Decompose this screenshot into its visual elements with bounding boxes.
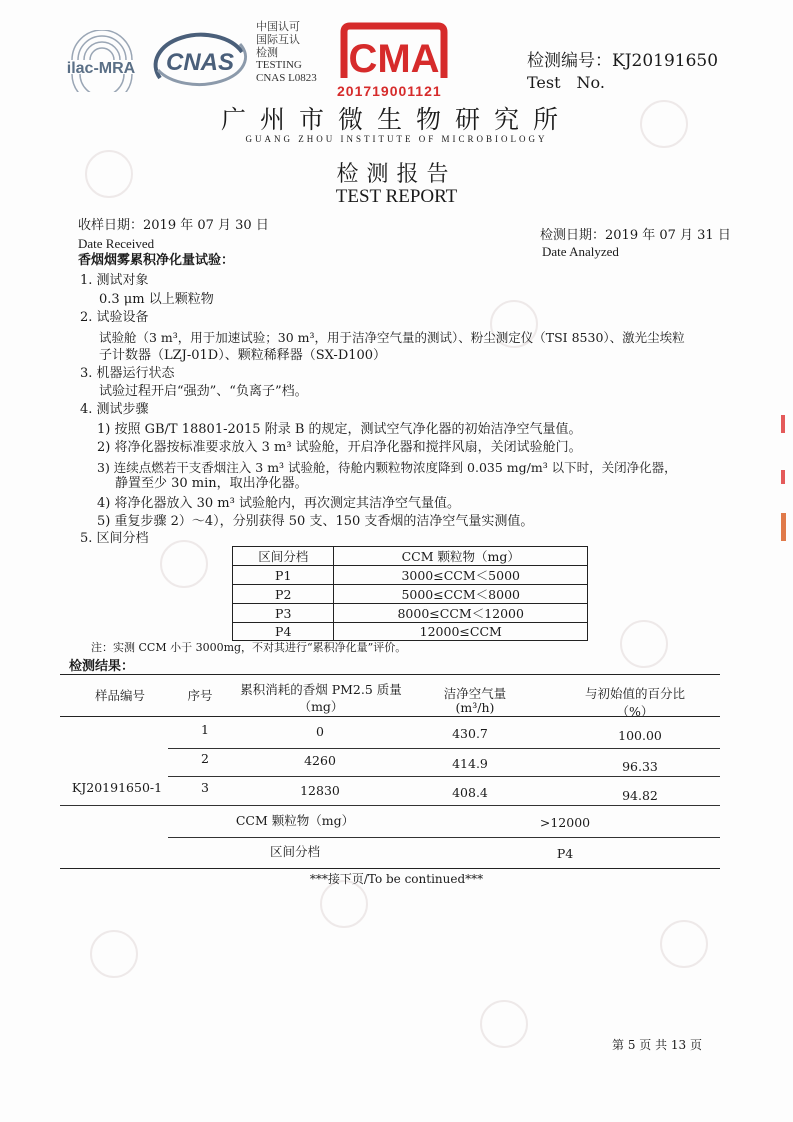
- cma-number: 201719001121: [337, 83, 442, 99]
- institute-name-en: GUANG ZHOU INSTITUTE OF MICROBIOLOGY: [245, 134, 548, 144]
- svg-text:CNAS: CNAS: [165, 49, 235, 76]
- table-cell: P4: [233, 623, 334, 641]
- table-cell: P1: [233, 566, 334, 585]
- cnas-cn-line: 检测: [256, 46, 278, 59]
- continued-note: ***接下页/To be continued***: [309, 872, 484, 886]
- cma-logo: [338, 22, 450, 84]
- edge-stamp-mark: [781, 470, 785, 484]
- step: 静置至少 30 min，取出净化器。: [115, 476, 308, 491]
- watermark-seal: [480, 1000, 528, 1048]
- table-rule: [168, 776, 720, 777]
- cnas-cn-line: 国际互认: [256, 33, 300, 46]
- row-cadr: 408.4: [452, 785, 488, 800]
- watermark-seal: [90, 930, 138, 978]
- watermark-seal: [160, 540, 208, 588]
- item-heading: 4. 测试步骤: [80, 402, 149, 417]
- edge-stamp-mark: [781, 513, 786, 541]
- col-header-pm: 累积消耗的香烟 PM2.5 质量: [240, 682, 402, 697]
- interval-table: [232, 546, 588, 641]
- analyzed-date-en: Date Analyzed: [542, 244, 619, 259]
- table-row: [233, 566, 588, 585]
- table-rule: [168, 837, 720, 838]
- table-cell: P2: [233, 585, 334, 604]
- sample-id: KJ20191650-1: [71, 780, 163, 795]
- item-heading: 2. 试验设备: [80, 310, 149, 325]
- table-rule: [60, 805, 720, 806]
- ccm-value: >12000: [539, 815, 591, 830]
- row-pm: 0: [316, 724, 324, 739]
- col-header-seq: 序号: [187, 688, 213, 703]
- watermark-seal: [620, 620, 668, 668]
- row-seq: 3: [201, 780, 209, 795]
- report-title: 检测报告: [336, 162, 457, 187]
- page-number: 第 5 页 共 13 页: [612, 1038, 702, 1052]
- received-date: 收样日期：2019 年 07 月 30 日: [78, 218, 269, 233]
- row-cadr: 430.7: [452, 726, 488, 741]
- col-header-cadr-unit: (m³/h): [455, 700, 495, 715]
- edge-stamp-mark: [781, 415, 785, 433]
- table-row: [233, 585, 588, 604]
- item-heading: 5. 区间分档: [80, 531, 149, 546]
- step: 3) 连续点燃若干支香烟注入 3 m³ 试验舱，待舱内颗粒物浓度降到 0.035 mg/m³ 以下时，关闭净化器，: [97, 460, 677, 475]
- step: 2) 将净化器按标准要求放入 3 m³ 试验舱，开启净化器和搅拌风扇，关闭试验舱门。: [97, 440, 582, 455]
- item-body: 0.3 μm 以上颗粒物: [99, 292, 214, 307]
- item-heading: 1. 测试对象: [80, 273, 149, 288]
- table-cell: 8000≤CCM＜12000: [334, 604, 588, 623]
- col-header-pct-unit: （%）: [616, 704, 654, 719]
- table-row: [233, 623, 588, 641]
- row-seq: 1: [201, 722, 209, 737]
- step: 5) 重复步骤 2）～4），分别获得 50 支、150 支香烟的洁净空气量实测值。: [97, 514, 534, 529]
- ccm-label: CCM 颗粒物（mg）: [235, 813, 355, 828]
- ilac-mra-logo: [52, 30, 150, 92]
- table-cell: P3: [233, 604, 334, 623]
- item-body: 试验舱（3 m³，用于加速试验；30 m³，用于洁净空气量的测试）、粉尘测定仪（TSI 8530）、激光尘埃粒: [99, 330, 685, 345]
- step: 4) 将净化器放入 30 m³ 试验舱内，再次测定其洁净空气量值。: [97, 496, 460, 511]
- interval-label: 区间分档: [269, 844, 320, 859]
- report-title-en: TEST REPORT: [335, 186, 458, 207]
- row-cadr: 414.9: [452, 756, 488, 771]
- received-date-en: Date Received: [78, 236, 155, 251]
- col-header-pct: 与初始值的百分比: [584, 686, 685, 701]
- table-header-cell: CCM 颗粒物（mg）: [334, 547, 588, 566]
- cnas-testing: TESTING: [256, 59, 302, 71]
- cnas-cn-line: 中国认可: [256, 20, 300, 33]
- test-number-en: Test No.: [527, 73, 605, 92]
- row-pct: 100.00: [618, 728, 662, 743]
- row-seq: 2: [201, 751, 209, 766]
- item-body: 试验过程开启“强劲”、“负离子”档。: [99, 384, 308, 399]
- table-rule: [168, 748, 720, 749]
- row-pct: 96.33: [622, 759, 658, 774]
- col-header-sample: 样品编号: [94, 688, 145, 703]
- table-rule: [60, 868, 720, 869]
- interval-value: P4: [556, 846, 574, 861]
- watermark-seal: [320, 880, 368, 928]
- table-header-row: [233, 547, 588, 566]
- watermark-seal: [660, 920, 708, 968]
- row-pct: 94.82: [622, 788, 658, 803]
- item-body: 子计数器（LZJ-01D）、颗粒稀释器（SX-D100）: [99, 348, 387, 363]
- table-note: 注：实测 CCM 小于 3000mg，不对其进行“累积净化量”评价。: [91, 641, 407, 654]
- cnas-accreditation-text: [256, 20, 336, 85]
- analyzed-date: 检测日期：2019 年 07 月 31 日: [540, 228, 731, 243]
- table-header-cell: 区间分档: [233, 547, 334, 566]
- col-header-pm-unit: （mg）: [298, 699, 344, 714]
- institute-name: 广州市微生物研究所: [220, 105, 572, 134]
- row-pm: 4260: [304, 753, 336, 768]
- table-cell: 12000≤CCM: [334, 623, 588, 641]
- row-pm: 12830: [300, 783, 340, 798]
- results-label: 检测结果：: [69, 659, 135, 674]
- section-title: 香烟烟雾累积净化量试验：: [78, 253, 235, 268]
- svg-text:ilac-MRA: ilac-MRA: [66, 60, 136, 77]
- table-cell: 5000≤CCM＜8000: [334, 585, 588, 604]
- step: 1) 按照 GB/T 18801-2015 附录 B 的规定，测试空气净化器的初始洁净空气量值。: [97, 422, 582, 437]
- svg-text:CMA: CMA: [348, 37, 440, 81]
- cnas-logo: [150, 30, 250, 92]
- col-header-cadr: 洁净空气量: [443, 686, 507, 701]
- table-cell: 3000≤CCM＜5000: [334, 566, 588, 585]
- item-heading: 3. 机器运行状态: [80, 366, 175, 381]
- table-rule: [60, 674, 720, 675]
- cnas-code: CNAS L0823: [256, 72, 317, 84]
- test-number: 检测编号：KJ20191650: [527, 51, 719, 71]
- table-row: [233, 604, 588, 623]
